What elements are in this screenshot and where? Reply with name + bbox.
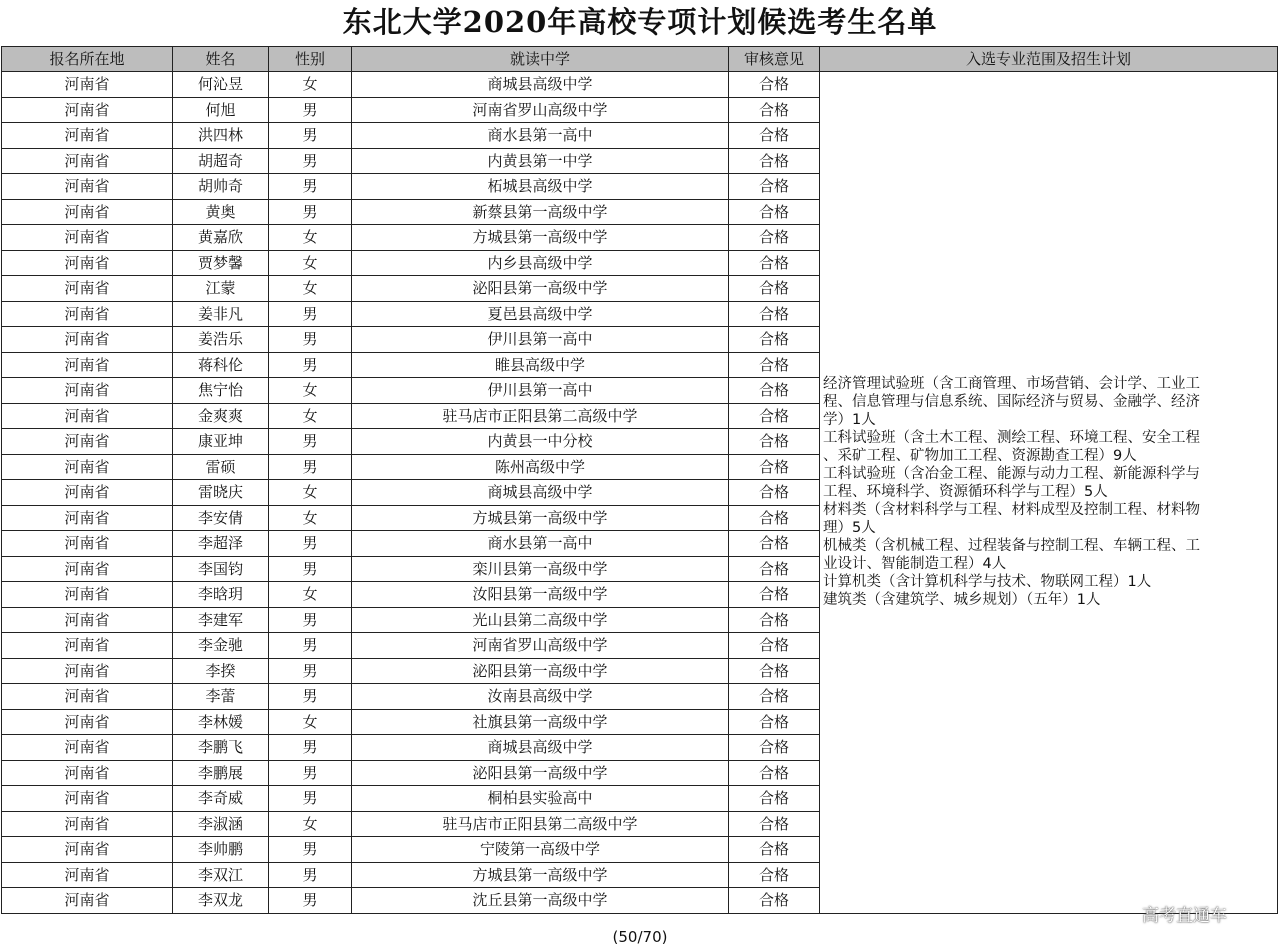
cell-region: 河南省: [2, 786, 173, 812]
cell-gender: 女: [269, 480, 352, 506]
cell-review: 合格: [729, 301, 820, 327]
cell-gender: 男: [269, 174, 352, 200]
cell-region: 河南省: [2, 480, 173, 506]
cell-review: 合格: [729, 786, 820, 812]
cell-school: 栾川县第一高级中学: [352, 556, 729, 582]
cell-region: 河南省: [2, 658, 173, 684]
cell-gender: 女: [269, 582, 352, 608]
header-region: 报名所在地: [2, 47, 173, 72]
cell-gender: 男: [269, 301, 352, 327]
cell-name: 蒋科伦: [173, 352, 269, 378]
watermark: 高考直通车: [1142, 906, 1227, 926]
plan-line: 学）1人: [823, 412, 876, 429]
cell-gender: 女: [269, 403, 352, 429]
cell-school: 桐柏县实验高中: [352, 786, 729, 812]
cell-region: 河南省: [2, 633, 173, 659]
cell-gender: 女: [269, 505, 352, 531]
cell-review: 合格: [729, 327, 820, 353]
cell-school: 驻马店市正阳县第二高级中学: [352, 811, 729, 837]
cell-school: 驻马店市正阳县第二高级中学: [352, 403, 729, 429]
cell-region: 河南省: [2, 505, 173, 531]
plan-line: 工程、环境科学、资源循环科学与工程）5人: [823, 484, 1108, 501]
cell-gender: 男: [269, 633, 352, 659]
page-number: (50/70): [612, 928, 668, 946]
plan-line: 理）5人: [823, 520, 876, 537]
plan-line: 机械类（含机械工程、过程装备与控制工程、车辆工程、工: [823, 538, 1200, 555]
cell-gender: 男: [269, 199, 352, 225]
cell-name: 何沁昱: [173, 72, 269, 98]
cell-review: 合格: [729, 888, 820, 914]
plan-line: 建筑类（含建筑学、城乡规划）（五年）1人: [823, 592, 1101, 609]
cell-gender: 男: [269, 837, 352, 863]
cell-school: 商城县高级中学: [352, 480, 729, 506]
cell-review: 合格: [729, 582, 820, 608]
cell-review: 合格: [729, 148, 820, 174]
cell-gender: 男: [269, 862, 352, 888]
cell-review: 合格: [729, 531, 820, 557]
cell-school: 泌阳县第一高级中学: [352, 276, 729, 302]
cell-region: 河南省: [2, 582, 173, 608]
cell-region: 河南省: [2, 429, 173, 455]
cell-school: 内黄县一中分校: [352, 429, 729, 455]
cell-review: 合格: [729, 378, 820, 404]
cell-school: 夏邑县高级中学: [352, 301, 729, 327]
cell-review: 合格: [729, 352, 820, 378]
cell-region: 河南省: [2, 276, 173, 302]
cell-region: 河南省: [2, 811, 173, 837]
cell-review: 合格: [729, 709, 820, 735]
plan-line: 程、信息管理与信息系统、国际经济与贸易、金融学、经济: [823, 394, 1200, 411]
cell-school: 商水县第一高中: [352, 531, 729, 557]
cell-school: 伊川县第一高中: [352, 378, 729, 404]
cell-name: 姜非凡: [173, 301, 269, 327]
cell-gender: 男: [269, 760, 352, 786]
cell-review: 合格: [729, 607, 820, 633]
cell-gender: 女: [269, 709, 352, 735]
cell-region: 河南省: [2, 709, 173, 735]
cell-name: 黄奥: [173, 199, 269, 225]
cell-name: 李林媛: [173, 709, 269, 735]
cell-gender: 男: [269, 607, 352, 633]
cell-name: 李双龙: [173, 888, 269, 914]
cell-name: 胡超奇: [173, 148, 269, 174]
cell-name: 李揆: [173, 658, 269, 684]
cell-region: 河南省: [2, 735, 173, 761]
cell-name: 李国钧: [173, 556, 269, 582]
header-gender: 性别: [269, 47, 352, 72]
page-title: 东北大学2020年高校专项计划候选考生名单: [342, 5, 938, 39]
cell-name: 李奇威: [173, 786, 269, 812]
cell-name: 李晗玥: [173, 582, 269, 608]
header-review: 审核意见: [729, 47, 820, 72]
cell-name: 李鹏飞: [173, 735, 269, 761]
cell-region: 河南省: [2, 531, 173, 557]
cell-review: 合格: [729, 735, 820, 761]
cell-name: 李安倩: [173, 505, 269, 531]
cell-region: 河南省: [2, 837, 173, 863]
cell-region: 河南省: [2, 760, 173, 786]
cell-school: 内黄县第一中学: [352, 148, 729, 174]
cell-school: 商水县第一高中: [352, 123, 729, 149]
cell-region: 河南省: [2, 352, 173, 378]
cell-school: 陈州高级中学: [352, 454, 729, 480]
cell-school: 沈丘县第一高级中学: [352, 888, 729, 914]
cell-school: 方城县第一高级中学: [352, 225, 729, 251]
cell-gender: 女: [269, 276, 352, 302]
cell-gender: 男: [269, 454, 352, 480]
cell-gender: 男: [269, 148, 352, 174]
cell-school: 方城县第一高级中学: [352, 505, 729, 531]
cell-school: 伊川县第一高中: [352, 327, 729, 353]
cell-school: 睢县高级中学: [352, 352, 729, 378]
cell-name: 贾梦馨: [173, 250, 269, 276]
plan-line: 材料类（含材料科学与工程、材料成型及控制工程、材料物: [823, 502, 1200, 519]
cell-school: 商城县高级中学: [352, 735, 729, 761]
cell-review: 合格: [729, 225, 820, 251]
cell-school: 方城县第一高级中学: [352, 862, 729, 888]
cell-school: 宁陵第一高级中学: [352, 837, 729, 863]
plan-line: 计算机类（含计算机科学与技术、物联网工程）1人: [823, 574, 1152, 591]
cell-name: 李超泽: [173, 531, 269, 557]
header-name: 姓名: [173, 47, 269, 72]
cell-review: 合格: [729, 760, 820, 786]
cell-name: 江蒙: [173, 276, 269, 302]
cell-plan: [820, 72, 1278, 914]
cell-review: 合格: [729, 633, 820, 659]
cell-name: 姜浩乐: [173, 327, 269, 353]
plan-line: 工科试验班（含冶金工程、能源与动力工程、新能源科学与: [823, 466, 1200, 483]
cell-school: 商城县高级中学: [352, 72, 729, 98]
cell-region: 河南省: [2, 148, 173, 174]
cell-name: 康亚坤: [173, 429, 269, 455]
cell-review: 合格: [729, 250, 820, 276]
cell-school: 新蔡县第一高级中学: [352, 199, 729, 225]
cell-review: 合格: [729, 97, 820, 123]
cell-review: 合格: [729, 862, 820, 888]
plan-line: 、采矿工程、矿物加工工程、资源勘查工程）9人: [823, 448, 1137, 465]
cell-region: 河南省: [2, 97, 173, 123]
cell-region: 河南省: [2, 888, 173, 914]
cell-review: 合格: [729, 454, 820, 480]
cell-region: 河南省: [2, 199, 173, 225]
cell-school: 泌阳县第一高级中学: [352, 760, 729, 786]
cell-region: 河南省: [2, 862, 173, 888]
cell-name: 李蕾: [173, 684, 269, 710]
cell-gender: 男: [269, 888, 352, 914]
cell-school: 汝阳县第一高级中学: [352, 582, 729, 608]
header-school: 就读中学: [352, 47, 729, 72]
cell-review: 合格: [729, 72, 820, 98]
cell-name: 雷硕: [173, 454, 269, 480]
cell-gender: 男: [269, 786, 352, 812]
cell-name: 金爽爽: [173, 403, 269, 429]
cell-region: 河南省: [2, 327, 173, 353]
cell-name: 何旭: [173, 97, 269, 123]
cell-review: 合格: [729, 658, 820, 684]
cell-review: 合格: [729, 556, 820, 582]
candidate-table: [1, 46, 1278, 914]
cell-gender: 女: [269, 250, 352, 276]
cell-name: 李淑涵: [173, 811, 269, 837]
cell-name: 李金驰: [173, 633, 269, 659]
cell-region: 河南省: [2, 454, 173, 480]
cell-region: 河南省: [2, 607, 173, 633]
cell-review: 合格: [729, 480, 820, 506]
cell-name: 洪四林: [173, 123, 269, 149]
cell-gender: 男: [269, 97, 352, 123]
plan-line: 工科试验班（含土木工程、测绘工程、环境工程、安全工程: [823, 430, 1200, 447]
cell-name: 黄嘉欣: [173, 225, 269, 251]
cell-name: 雷晓庆: [173, 480, 269, 506]
cell-region: 河南省: [2, 403, 173, 429]
cell-review: 合格: [729, 174, 820, 200]
table-row: [2, 72, 1278, 98]
cell-review: 合格: [729, 199, 820, 225]
cell-gender: 男: [269, 735, 352, 761]
cell-review: 合格: [729, 811, 820, 837]
cell-region: 河南省: [2, 378, 173, 404]
cell-gender: 女: [269, 378, 352, 404]
cell-gender: 男: [269, 352, 352, 378]
cell-school: 泌阳县第一高级中学: [352, 658, 729, 684]
cell-school: 柘城县高级中学: [352, 174, 729, 200]
cell-review: 合格: [729, 684, 820, 710]
cell-school: 河南省罗山高级中学: [352, 97, 729, 123]
cell-region: 河南省: [2, 684, 173, 710]
cell-region: 河南省: [2, 556, 173, 582]
cell-region: 河南省: [2, 301, 173, 327]
cell-name: 李鹏展: [173, 760, 269, 786]
cell-gender: 男: [269, 123, 352, 149]
cell-gender: 男: [269, 531, 352, 557]
cell-gender: 男: [269, 556, 352, 582]
cell-review: 合格: [729, 505, 820, 531]
cell-gender: 男: [269, 429, 352, 455]
plan-line: 业设计、智能制造工程）4人: [823, 556, 1007, 573]
cell-region: 河南省: [2, 250, 173, 276]
cell-school: 内乡县高级中学: [352, 250, 729, 276]
cell-gender: 女: [269, 72, 352, 98]
cell-review: 合格: [729, 429, 820, 455]
cell-region: 河南省: [2, 225, 173, 251]
cell-review: 合格: [729, 123, 820, 149]
cell-school: 光山县第二高级中学: [352, 607, 729, 633]
cell-region: 河南省: [2, 72, 173, 98]
cell-school: 河南省罗山高级中学: [352, 633, 729, 659]
cell-name: 李建军: [173, 607, 269, 633]
cell-region: 河南省: [2, 174, 173, 200]
cell-review: 合格: [729, 837, 820, 863]
cell-gender: 男: [269, 327, 352, 353]
cell-name: 焦宁怡: [173, 378, 269, 404]
cell-gender: 女: [269, 225, 352, 251]
plan-line: 经济管理试验班（含工商管理、市场营销、会计学、工业工: [823, 376, 1200, 393]
table-body: [2, 72, 1278, 914]
cell-name: 胡帅奇: [173, 174, 269, 200]
cell-gender: 男: [269, 658, 352, 684]
cell-school: 汝南县高级中学: [352, 684, 729, 710]
cell-name: 李帅鹏: [173, 837, 269, 863]
cell-region: 河南省: [2, 123, 173, 149]
header-plan: 入选专业范围及招生计划: [820, 47, 1278, 72]
cell-school: 社旗县第一高级中学: [352, 709, 729, 735]
table-header-row: [2, 47, 1278, 72]
cell-review: 合格: [729, 403, 820, 429]
cell-gender: 女: [269, 811, 352, 837]
cell-gender: 男: [269, 684, 352, 710]
cell-review: 合格: [729, 276, 820, 302]
cell-name: 李双江: [173, 862, 269, 888]
